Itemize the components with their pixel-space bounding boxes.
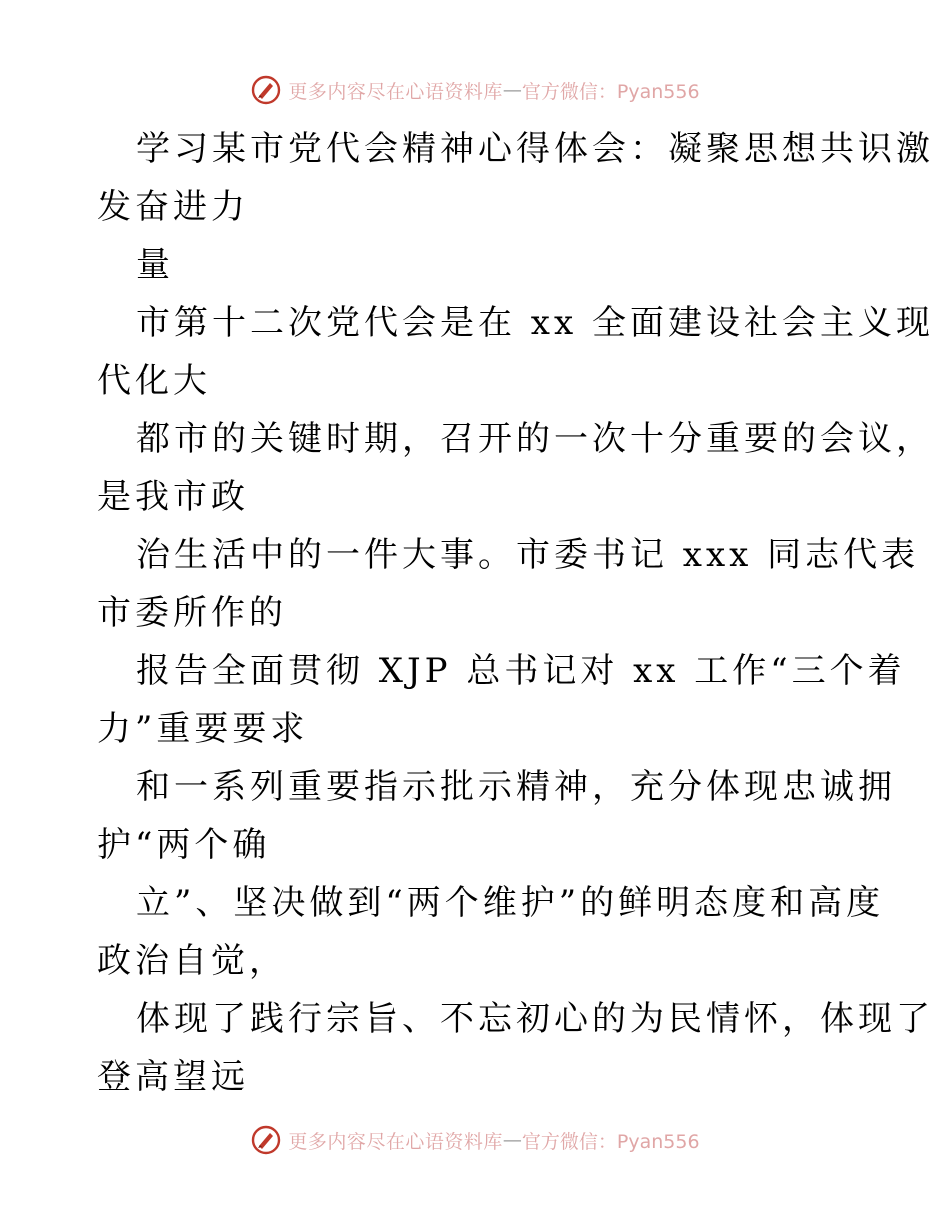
doc-line: 登高望远 [97, 1057, 249, 1097]
doc-line-title-1: 学习某市党代会精神心得体会：凝聚思想共识激 [136, 129, 934, 169]
doc-line: 和一系列重要指示批示精神，充分体现忠诚拥 [136, 767, 896, 807]
doc-line: 体现了践行宗旨、不忘初心的为民情怀，体现了 [136, 999, 934, 1039]
doc-line: 立”、坚决做到“两个维护”的鲜明态度和高度 [136, 883, 885, 923]
footer-watermark-banner [0, 1120, 950, 1160]
doc-line-title-2: 发奋进力 [97, 187, 249, 227]
doc-line: 代化大 [97, 361, 211, 401]
doc-line: 力”重要要求 [97, 709, 309, 749]
banner-site-text: 更多内容尽在心语资料库 [288, 80, 503, 103]
banner-separator: — [502, 1129, 522, 1151]
doc-line: 护“两个确 [97, 825, 271, 865]
quill-pen-logo-icon [250, 1124, 282, 1156]
header-watermark-banner [0, 70, 950, 110]
banner-contact: 官方微信：Pyan556 [521, 80, 700, 103]
doc-line: 是我市政 [97, 477, 249, 517]
doc-line: 报告全面贯彻 XJP 总书记对 xx 工作“三个着 [136, 651, 906, 691]
doc-line: 都市的关键时期，召开的一次十分重要的会议， [136, 419, 934, 459]
doc-line: 市委所作的 [97, 593, 287, 633]
banner-site-text: 更多内容尽在心语资料库 [288, 1130, 503, 1153]
doc-line: 市第十二次党代会是在 xx 全面建设社会主义现 [136, 303, 934, 343]
quill-pen-logo-icon [250, 74, 282, 106]
banner-contact: 官方微信：Pyan556 [521, 1130, 700, 1153]
doc-line: 治生活中的一件大事。市委书记 xxx 同志代表 [136, 535, 920, 575]
doc-line-title-3: 量 [136, 245, 174, 285]
banner-separator: — [502, 79, 522, 101]
document-body [97, 120, 934, 1106]
doc-line: 政治自觉， [97, 941, 287, 981]
